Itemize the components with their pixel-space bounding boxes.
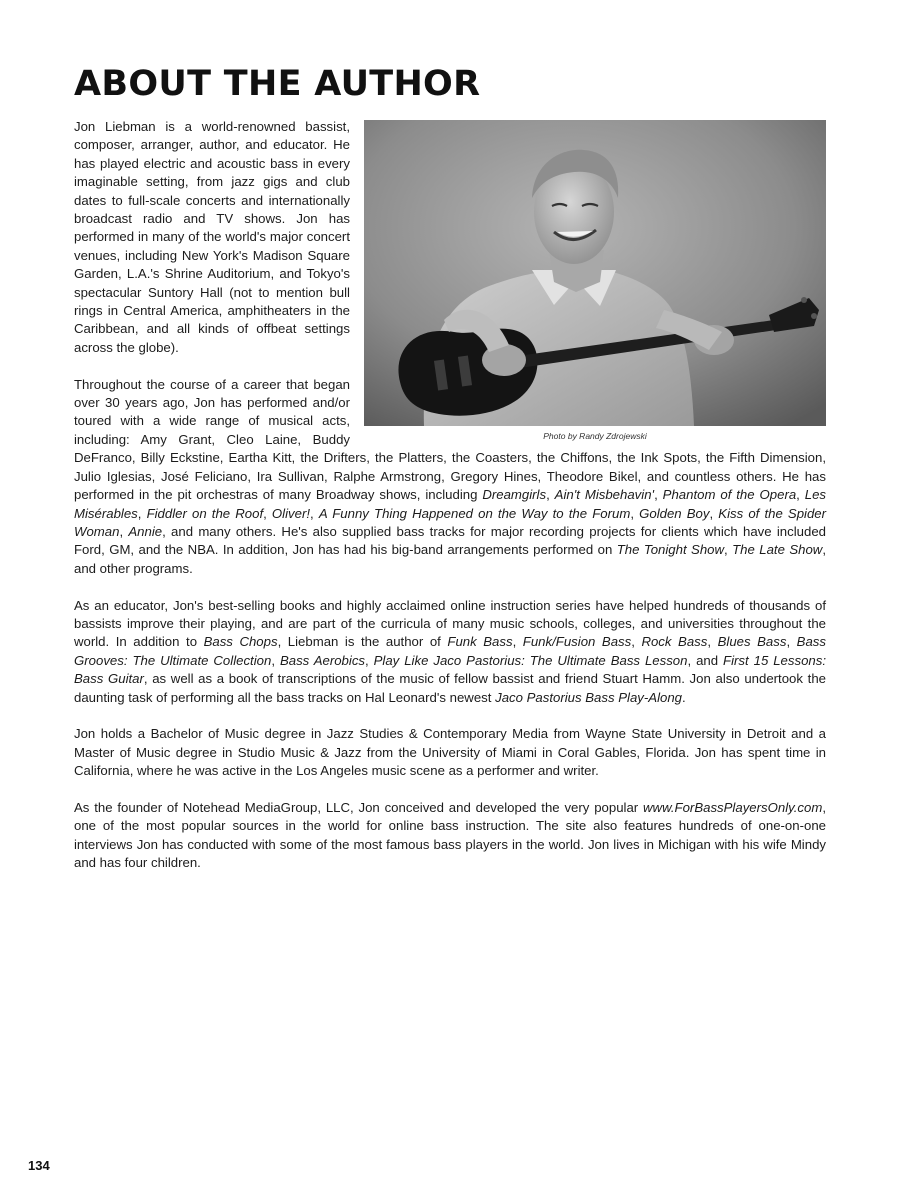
paragraph-3: As an educator, Jon's best-selling books and highly acclaimed online instruction series have helped hundreds of thousands of bassists improve their playing, and are part of the curricula of many music schools, colleges, and universities throughout the world. In addition to Bass Chops, Liebman is the author of Funk Bass, Funk/Fusion Bass, Rock Bass, Blues Bass, Bass Grooves: The Ultimate Collection, Bass Aerobics, Play Like Jaco Pastorius: The Ultimate Bass Lesson, and First 15 Lessons: Bass Guitar, as well as a book of transcriptions of the music of fellow bassist and friend Stuart Hamm. Jon also undertook the daunting task of performing all the bass tracks on Hal Leonard's newest Jaco Pastorius Bass Play-Along. (74, 597, 826, 705)
page-number: 134 (28, 1158, 50, 1173)
author-photo-figure (364, 120, 826, 442)
paragraph-2: Throughout the course of a career that began over 30 years ago, Jon has performed and/or toured with a wide range of musical acts, including: Amy Grant, Cleo Laine, Buddy DeFranco, Billy Eckstine, Eartha Kitt, the Drifters, the Platters, the Coasters, the Chiffons, the Ink Spots, the Fifth Dimension, Julio Iglesias, José Feliciano, Ira Sullivan, Ralphe Armstrong, Gregory Hines, Theodore Bikel, and countless others. He has performed in the pit orchestras of many Broadway shows, including Dreamgirls, Ain't Misbehavin', Phantom of the Opera, Les Misérables, Fiddler on the Roof, Oliver!, A Funny Thing Happened on the Way to the Forum, Golden Boy, Kiss of the Spider Woman, Annie, and many others. He's also supplied bass tracks for major recording projects for clients which have included Ford, GM, and the NBA. In addition, Jon has had his big-band arrangements performed on The Tonight Show, The Late Show, and other programs. (74, 376, 827, 576)
website-link: www.ForBassPlayersOnly.com (643, 799, 823, 815)
page-title: ABOUT THE AUTHOR (74, 64, 481, 104)
paragraph-4: Jon holds a Bachelor of Music degree in Jazz Studies & Contemporary Media from Wayne State University in Detroit and a Master of Music degree in Studio Music & Jazz from the University of Miami in Coral Gables, Florida. Jon has spent time in California, where he was active in the Los Angeles music scene as a performer and writer. (74, 726, 826, 779)
article-body (74, 118, 826, 891)
paragraph-1: Jon Liebman is a world-renowned bassist, composer, arranger, author, and educator. He has played electric and acoustic bass in every imaginable setting, from jazz gigs and club dates to full-scale concerts and internationally broadcast radio and TV shows. Jon has performed in many of the world's major concert venues, including New York's Madison Square Garden, L.A.'s Shrine Auditorium, and Tokyo's spectacular Suntory Hall (not to mention bull rings in Central America, amphitheaters in the Caribbean, and all kinds of offbeat settings across the globe). (74, 119, 350, 355)
paragraph-5: As the founder of Notehead MediaGroup, LLC, Jon conceived and developed the very popular www.ForBassPlayersOnly.com, one of the most popular sources in the world for online bass instruction. The site also features hundreds of one-on-one interviews Jon has conducted with some of the most famous bass players in the world. Jon lives in Michigan with his wife Mindy and has four children. (74, 799, 826, 871)
photo-credit: Photo by Randy Zdrojewski (543, 431, 647, 441)
author-photo (364, 120, 826, 426)
